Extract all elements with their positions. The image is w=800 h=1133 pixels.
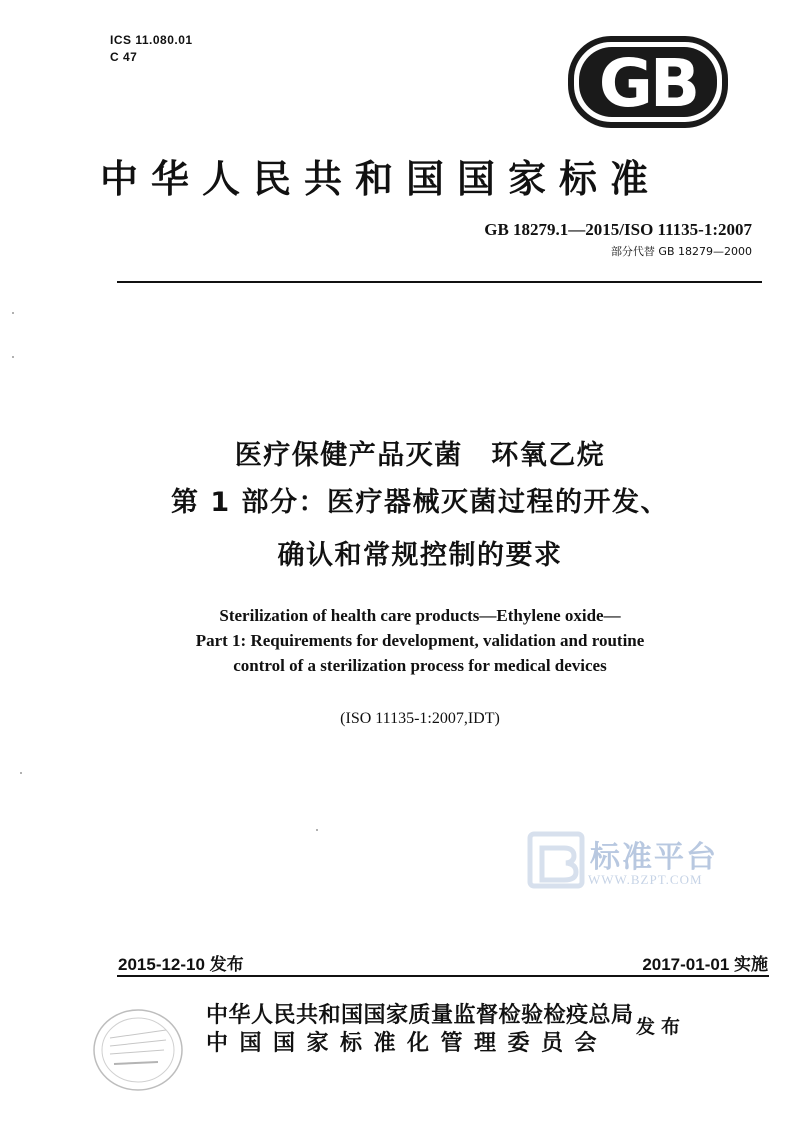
scan-speck (316, 829, 318, 831)
chinese-title-line-3: 确认和常规控制的要求 (277, 540, 563, 571)
implementation-date: 2017-01-01 实施 (642, 955, 768, 974)
chinese-title-line-2: 第 1 部分：医疗器械灭菌过程的开发、 (170, 487, 670, 518)
seal-stamp-icon (88, 1000, 188, 1100)
footer-divider (117, 975, 769, 977)
ics-code: ICS 11.080.01 (110, 33, 193, 47)
watermark-url: WWW.BZPT.COM (588, 872, 703, 887)
scan-speck (12, 312, 14, 314)
scan-speck (12, 356, 14, 358)
publish-date: 2015-12-10 发布 (118, 955, 244, 974)
chinese-title-line-1: 医疗保健产品灭菌 环氧乙烷 (234, 440, 606, 471)
header-divider (117, 281, 762, 283)
english-title-line-1: Sterilization of health care products—Ethylene oxide— (219, 606, 621, 625)
issuer-line-2: 中国国家标准化管理委员会 (206, 1031, 609, 1056)
ccs-code: C 47 (110, 50, 138, 64)
standard-number: GB 18279.1—2015/ISO 11135-1:2007 (484, 220, 752, 239)
english-title-line-3: control of a sterilization process for medical devices (233, 656, 607, 675)
issuer-line-1: 中华人民共和国国家质量监督检验检疫总局 (206, 1003, 634, 1028)
gb-logo (568, 36, 728, 128)
scan-speck (20, 772, 22, 774)
gb-logo-text: GB (598, 45, 698, 122)
iso-equivalence: (ISO 11135-1:2007,IDT) (340, 710, 500, 727)
issue-label: 发布 (636, 1016, 687, 1038)
classification-codes (110, 32, 193, 66)
watermark-name: 标准平台 (590, 840, 718, 875)
english-title-line-2: Part 1: Requirements for development, validation and routine (195, 631, 645, 650)
replaces-note: 部分代替 GB 18279—2000 (610, 245, 752, 258)
national-standard-title: 中华人民共和国国家标准 (100, 157, 662, 201)
